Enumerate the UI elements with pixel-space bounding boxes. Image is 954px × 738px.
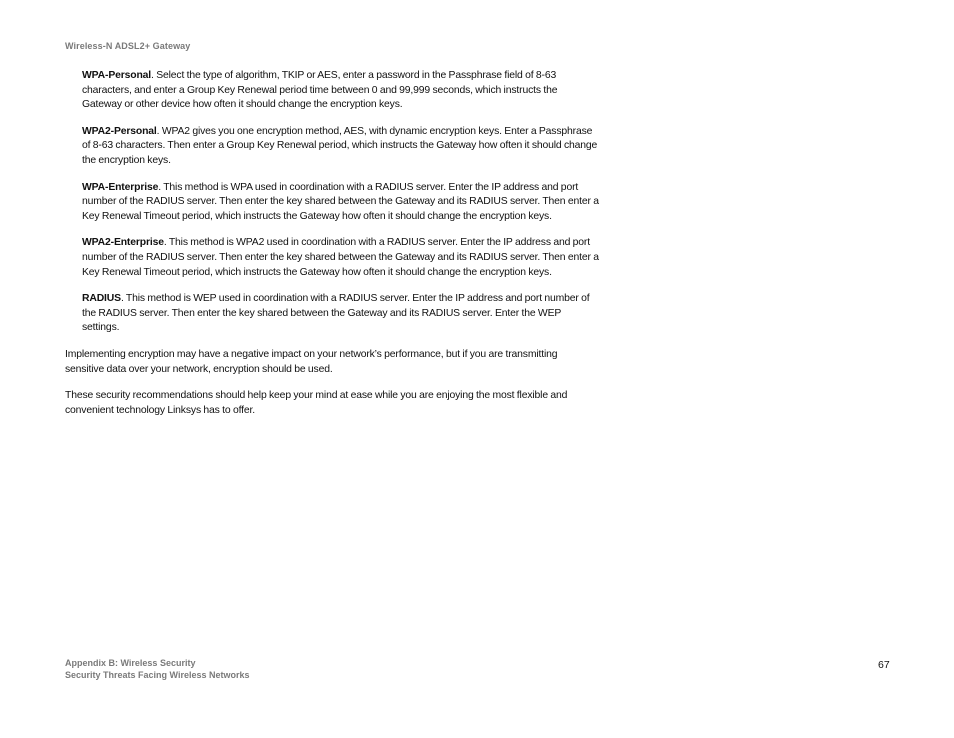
- definition-wpa-personal: [82, 69, 599, 113]
- body-paragraph: Implementing encryption may have a negative impact on your network’s performance, but if you are transmitting sensitive data over your network, encryption should be used.: [65, 348, 558, 375]
- body-paragraph: These security recommendations should help keep your mind at ease while you are enjoying the most flexible and convenient technology Linksys has to offer.: [65, 390, 568, 416]
- term-label: WPA2-Personal: [82, 125, 157, 137]
- page-footer: [65, 657, 250, 681]
- term-description: . This method is WEP used in coordination with a RADIUS server. Enter the IP address and port number of the RADIUS server. Then enter the key shared between the Gateway and its RADIUS server. Enter the WEP settings.: [82, 293, 590, 334]
- footer-section-title: Appendix B: Wireless Security: [65, 658, 196, 668]
- term-label: WPA-Personal: [82, 70, 152, 81]
- definition-wpa-enterprise: [82, 181, 599, 225]
- definition-radius: [82, 292, 599, 336]
- term-description: . This method is WPA used in coordination with a RADIUS server. Enter the IP address and port number of the RADIUS server. Then enter the key shared between the Gateway and its RADIUS server. Then enter a Key Renewal Timeout period, which instructs the Gateway how often it should change the encryption keys.: [82, 181, 599, 222]
- footer-subsection-title: Security Threats Facing Wireless Networks: [65, 670, 250, 680]
- definition-wpa2-enterprise: [82, 236, 599, 280]
- term-description: . WPA2 gives you one encryption method, AES, with dynamic encryption keys. Enter a Passphrase of 8-63 characters. Then enter a Group Key Renewal period, which instructs the Gateway how often it should change the encryption keys.: [82, 125, 598, 166]
- term-label: WPA2-Enterprise: [82, 237, 164, 249]
- term-label: RADIUS: [82, 293, 121, 305]
- term-label: WPA-Enterprise: [82, 181, 159, 193]
- term-description: . This method is WPA2 used in coordination with a RADIUS server. Enter the IP address and port number of the RADIUS server. Then enter the key shared between the Gateway and its RADIUS server. Then enter a Key Renewal Timeout period, which instructs the Gateway how often it should change the encryption keys.: [82, 237, 599, 278]
- term-description: . Select the type of algorithm, TKIP or AES, enter a password in the Passphrase field of 8-63 characters, and enter a Group Key Renewal period time between 0 and 99,999 seconds, which instructs the Gateway or other device how often it should change the encryption keys.: [82, 70, 558, 111]
- definition-wpa2-personal: [82, 125, 599, 169]
- page-number: 67: [878, 659, 890, 671]
- running-header: Wireless-N ADSL2+ Gateway: [65, 41, 191, 51]
- document-body: [65, 69, 599, 430]
